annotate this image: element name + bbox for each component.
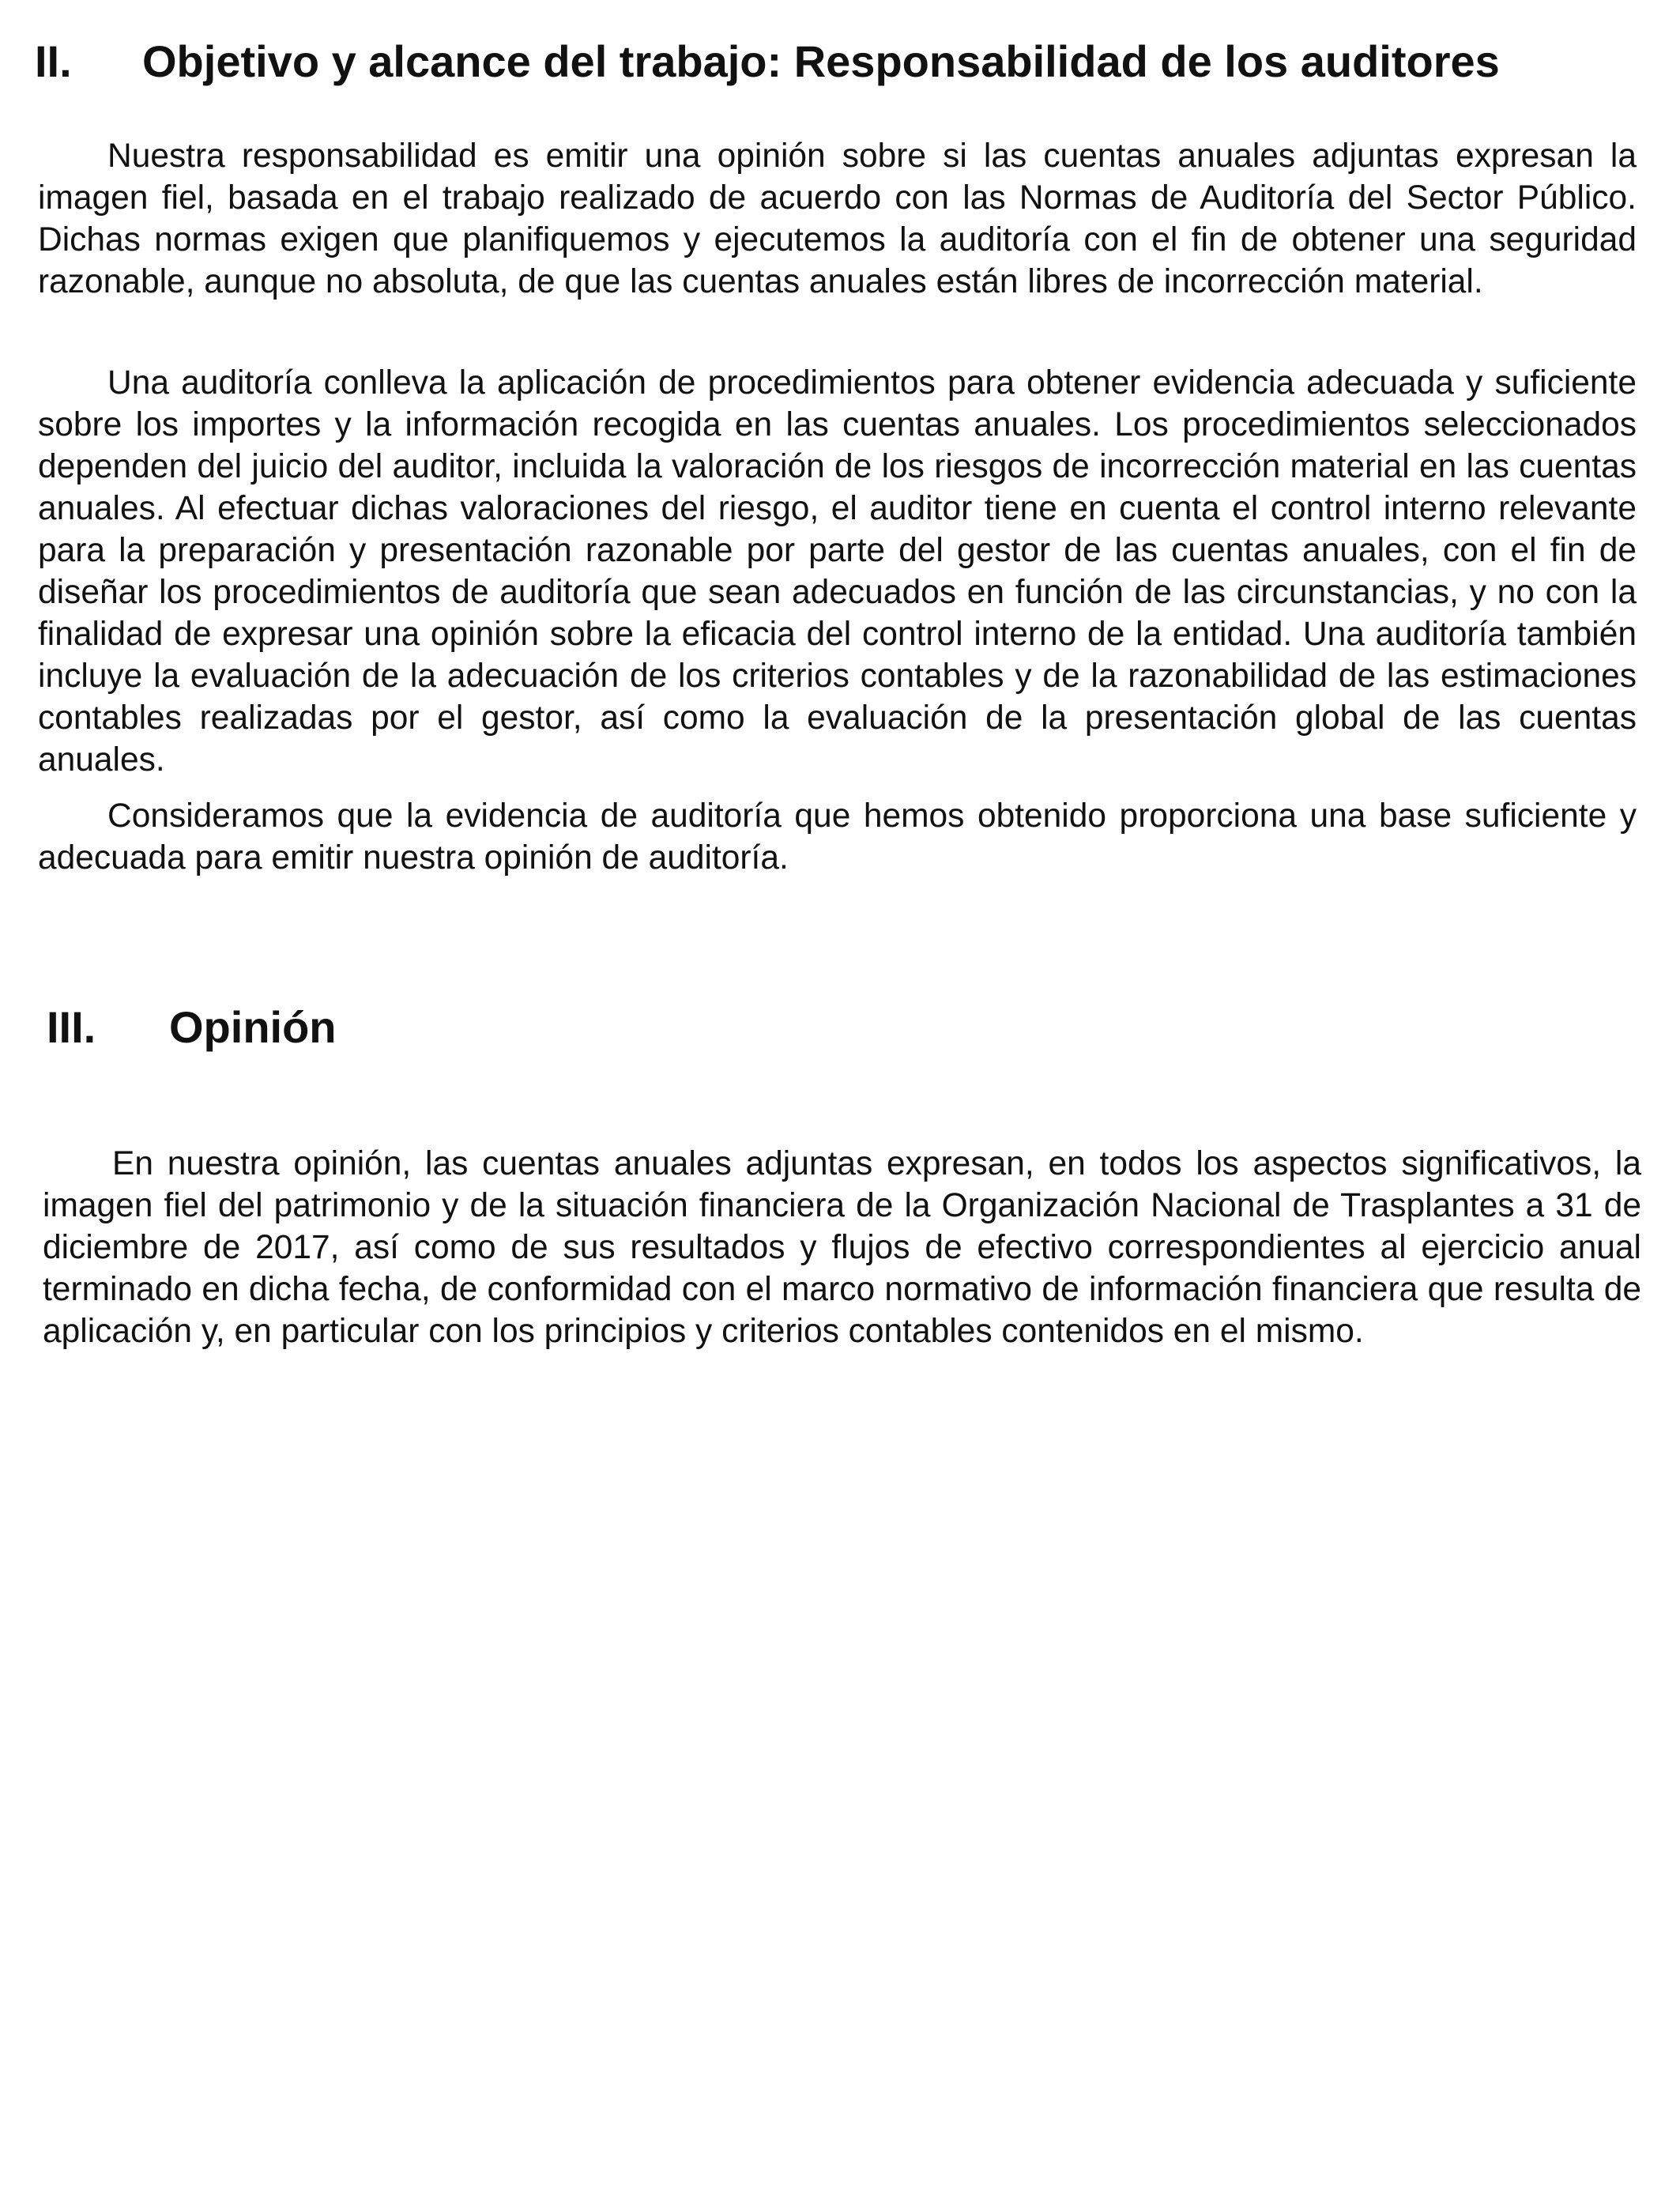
section-number: III. xyxy=(47,1002,96,1052)
section-heading-opinion xyxy=(47,1002,337,1052)
section-heading-objetivo xyxy=(35,36,1500,86)
section-title: Opinión xyxy=(169,1002,337,1052)
paragraph-procedimientos: Una auditoría conlleva la aplicación de procedimientos para obtener evidencia adecuada y suficiente sobre los importes y la información recogida en las cuentas anuales. Los procedimientos seleccionados dependen del juicio del auditor, incluida la valoración de los riesgos de incorrección material en las cuentas anuales. Al efectuar dichas valoraciones del riesgo, el auditor tiene en cuenta el control interno relevante para la preparación y presentación razonable por parte del gestor de las cuentas anuales, con el fin de diseñar los procedimientos de auditoría que sean adecuados en función de las circunstancias, y no con la finalidad de expresar una opinión sobre la eficacia del control interno de la entidad. Una auditoría también incluye la evaluación de la adecuación de los criterios contables y de la razonabilidad de las estimaciones contables realizadas por el gestor, así como la evaluación de la presentación global de las cuentas anuales. xyxy=(38,364,1637,778)
section-title: Objetivo y alcance del trabajo: Responsabilidad de los auditores xyxy=(142,36,1500,86)
section-number: II. xyxy=(35,36,72,86)
paragraph-opinion: En nuestra opinión, las cuentas anuales adjuntas expresan, en todos los aspectos significativos, la imagen fiel del patrimonio y de la situación financiera de la Organización Nacional de Trasplantes a 31 de diciembre de 2017, así como de sus resultados y flujos de efectivo correspondientes al ejercicio anual terminado en dicha fecha, de conformidad con el marco normativo de información financiera que resulta de aplicación y, en particular con los principios y criterios contables contenidos en el mismo. xyxy=(43,1145,1641,1350)
paragraph-evidencia: Consideramos que la evidencia de auditoría que hemos obtenido proporciona una base suficiente y adecuada para emitir nuestra opinión de auditoría. xyxy=(38,797,1637,876)
paragraph-responsabilidad: Nuestra responsabilidad es emitir una opinión sobre si las cuentas anuales adjuntas expresan la imagen fiel, basada en el trabajo realizado de acuerdo con las Normas de Auditoría del Sector Público. Dichas normas exigen que planifiquemos y ejecutemos la auditoría con el fin de obtener una seguridad razonable, aunque no absoluta, de que las cuentas anuales están libres de incorrección material. xyxy=(38,138,1637,300)
